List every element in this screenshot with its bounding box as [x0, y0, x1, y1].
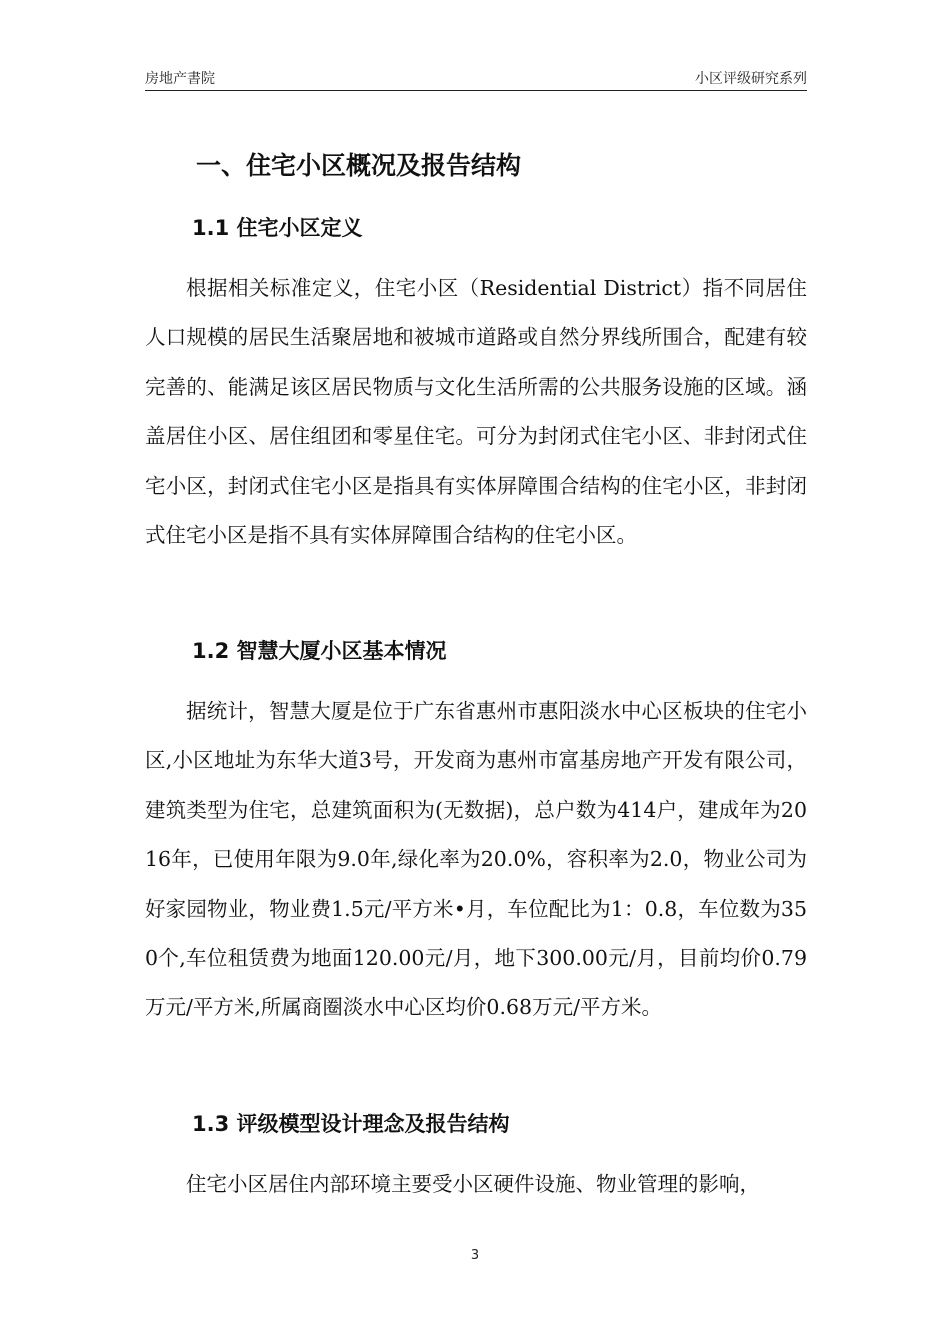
paragraph-definition: 根据相关标准定义，住宅小区（Residential District）指不同居住人口规模的居民生活聚居地和被城市道路或自然分界线所围合，配建有较完善的、能满足该区居民物质与文化生活所需的公共服务设施的区域。涵盖居住小区、居住组团和零星住宅。可分为封闭式住宅小区、非封闭式住宅小区，封闭式住宅小区是指具有实体屏障围合结构的住宅小区，非封闭式住宅小区是指不具有实体屏障围合结构的住宅小区。: [145, 276, 807, 548]
heading-1-1: 1.1 住宅小区定义: [192, 216, 363, 240]
heading-1-3: 1.3 评级模型设计理念及报告结构: [192, 1112, 510, 1136]
heading-1-2: 1.2 智慧大厦小区基本情况: [192, 639, 447, 663]
paragraph-basic-info: 据统计，智慧大厦是位于广东省惠州市惠阳淡水中心区板块的住宅小区,小区地址为东华大道3号，开发商为惠州市富基房地产开发有限公司，建筑类型为住宅，总建筑面积为(无数据)，总户数为414户，建成年为2016年，已使用年限为9.0年,绿化率为20.0%，容积率为2.0，物业公司为好家园物业，物业费1.5元/平方米•月，车位配比为1：0.8，车位数为350个,车位租赁费为地面120.00元/月，地下300.00元/月，目前均价0.79万元/平方米,所属商圈淡水中心区均价0.68万元/平方米。: [145, 699, 807, 1020]
section-title: 一、住宅小区概况及报告结构: [196, 151, 522, 180]
page-number: 3: [470, 1248, 480, 1263]
paragraph-model-design: 住宅小区居住内部环境主要受小区硬件设施、物业管理的影响，: [186, 1172, 760, 1196]
page-header: [145, 66, 807, 91]
header-series-title: 小区评级研究系列: [695, 71, 807, 87]
header-publisher: 房地产書院: [145, 71, 215, 87]
